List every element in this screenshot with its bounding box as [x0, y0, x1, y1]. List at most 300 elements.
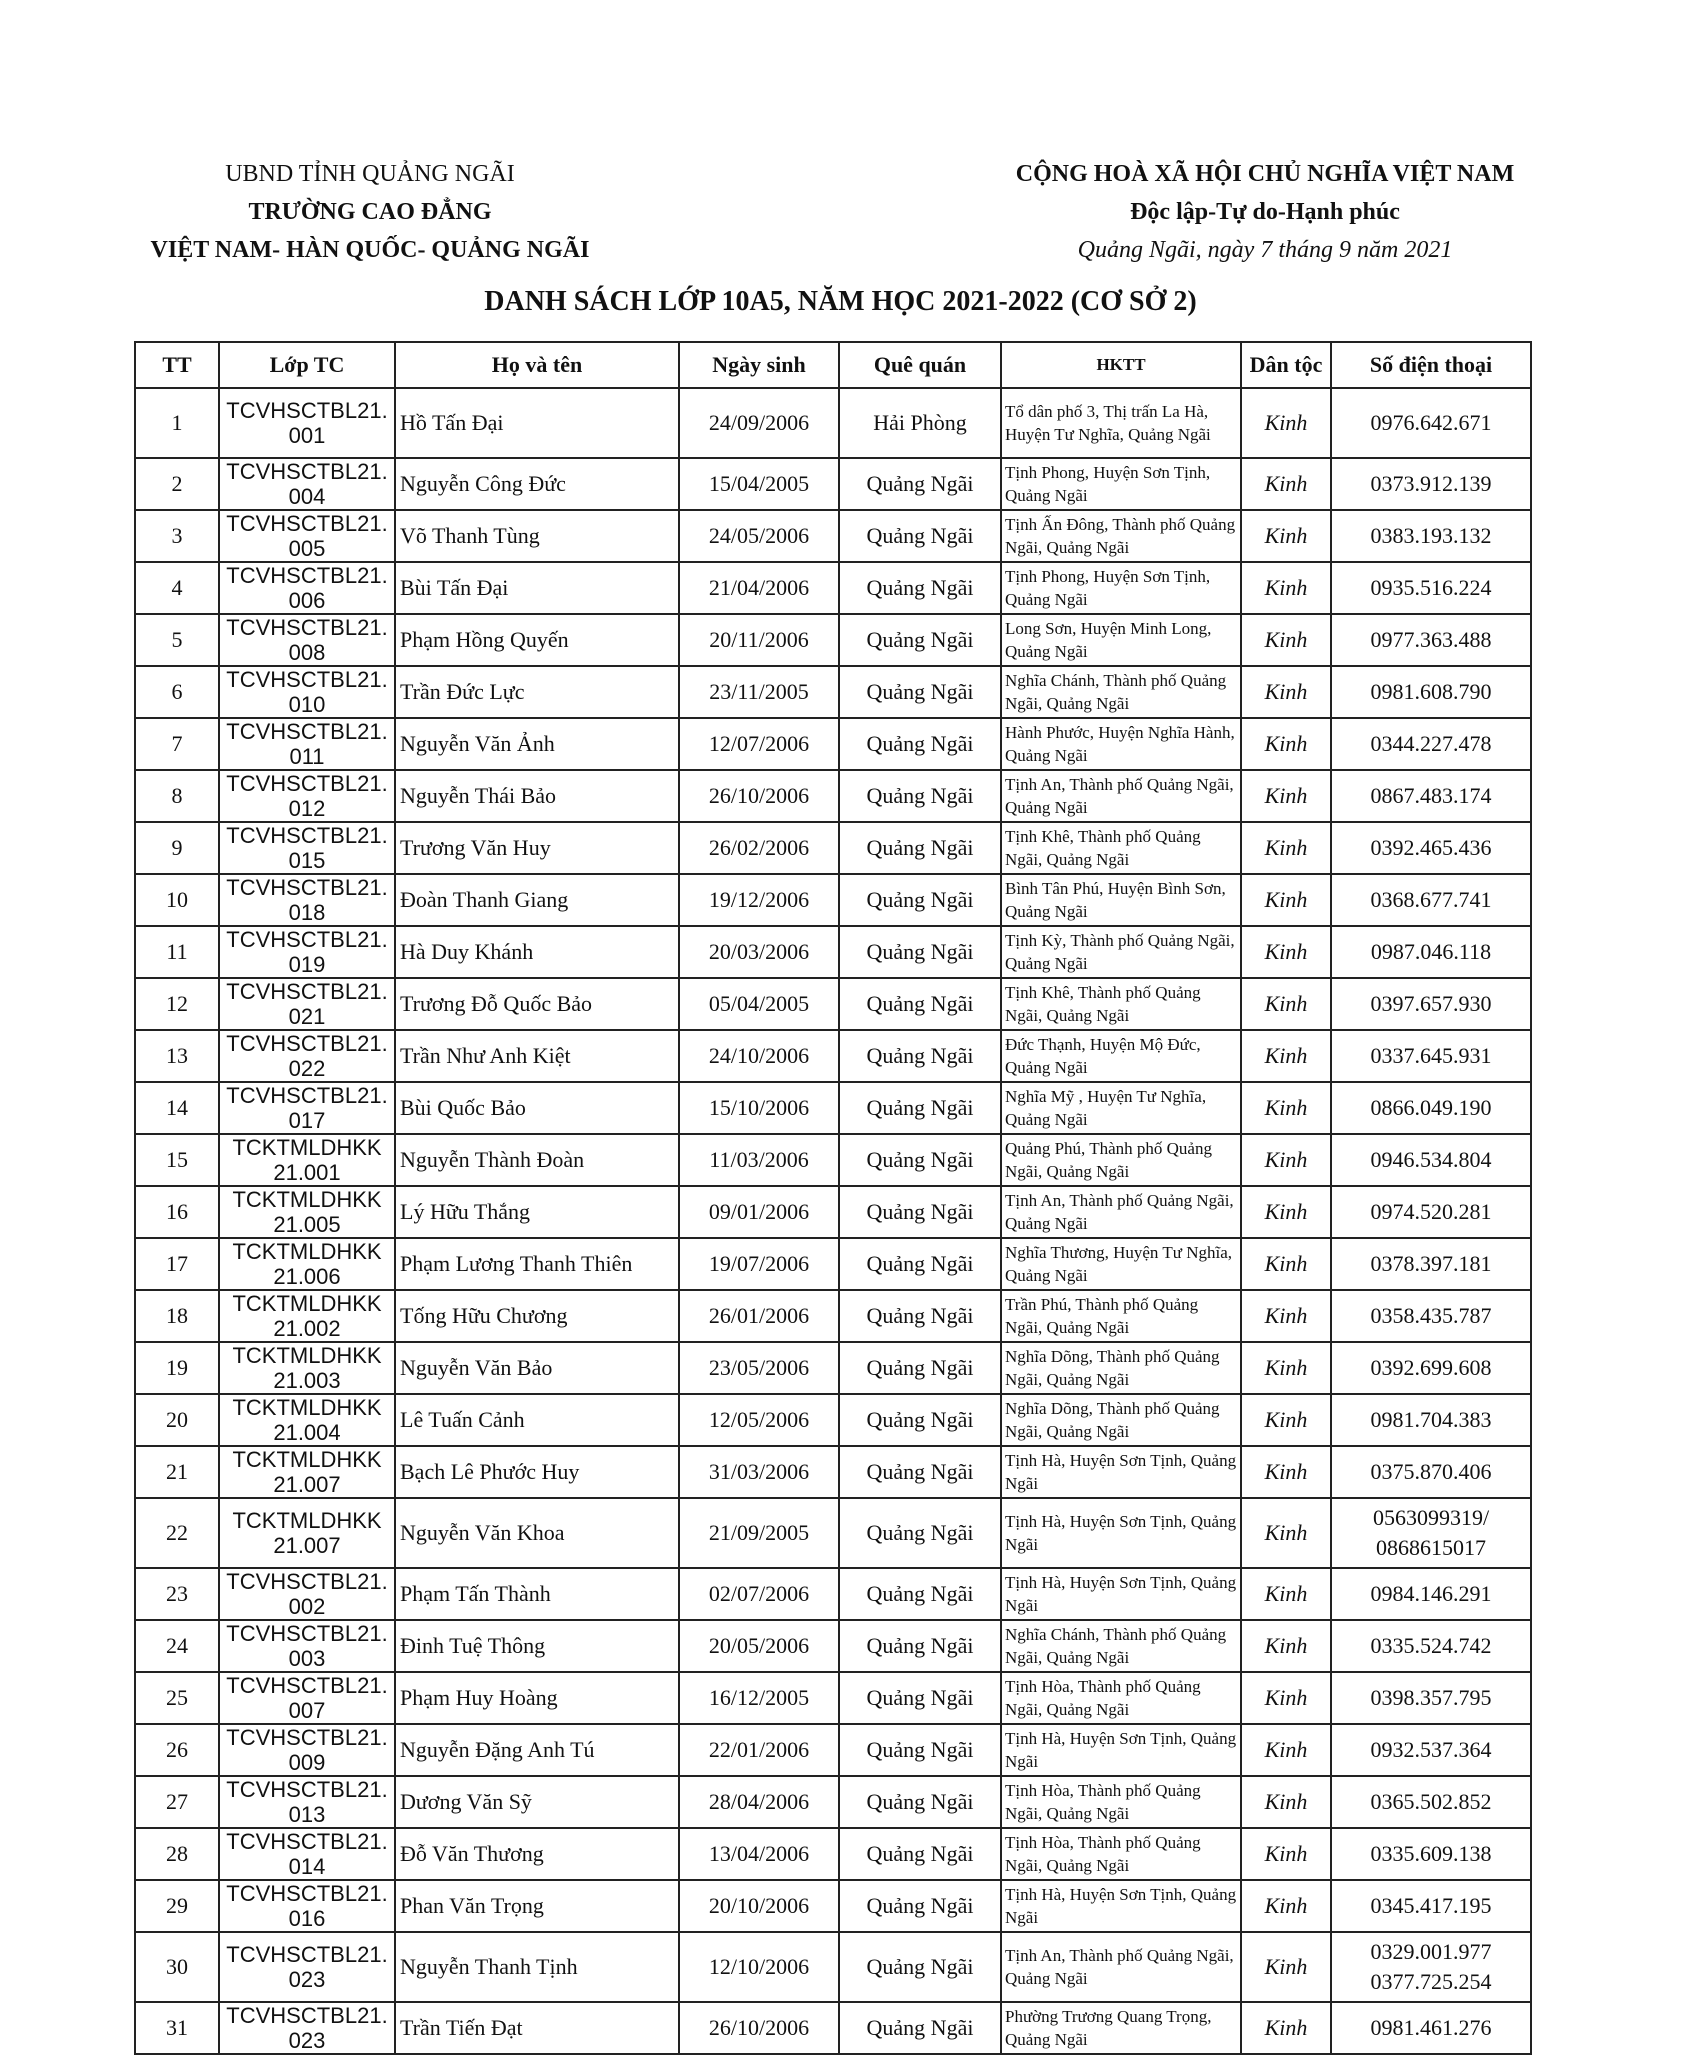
class-code-line2: 019 [288, 952, 326, 977]
table-row [135, 1880, 1531, 1932]
table-row [135, 1620, 1531, 1672]
class-code-line2: 003 [288, 1646, 326, 1671]
ethnicity: Kinh [1241, 874, 1331, 926]
phone-number [1331, 874, 1531, 926]
phone-number [1331, 1776, 1531, 1828]
phone-primary: 0345.417.195 [1370, 1893, 1492, 1918]
hometown: Quảng Ngãi [839, 1724, 1001, 1776]
class-code-line2: 21.003 [273, 1368, 341, 1393]
phone-number [1331, 1186, 1531, 1238]
phone-number [1331, 1498, 1531, 1568]
permanent-residence: Tịnh An, Thành phố Quảng Ngãi, Quảng Ngãi [1001, 770, 1241, 822]
student-name: Trần Đức Lực [395, 666, 679, 718]
ethnicity: Kinh [1241, 718, 1331, 770]
hometown: Quảng Ngãi [839, 510, 1001, 562]
hometown: Quảng Ngãi [839, 666, 1001, 718]
class-code-line2: 21.005 [273, 1212, 341, 1237]
class-code-line2: 022 [288, 1056, 326, 1081]
table-row [135, 874, 1531, 926]
ethnicity: Kinh [1241, 1620, 1331, 1672]
table-row [135, 978, 1531, 1030]
permanent-residence: Nghĩa Thương, Huyện Tư Nghĩa, Quảng Ngãi [1001, 1238, 1241, 1290]
birth-date: 24/09/2006 [679, 388, 839, 458]
class-code-line2: 023 [288, 2028, 326, 2053]
class-code-line1: TCKTMLDHKK [232, 1508, 382, 1533]
permanent-residence: Tịnh Kỳ, Thành phố Quảng Ngãi, Quảng Ngãi [1001, 926, 1241, 978]
phone-number [1331, 822, 1531, 874]
hometown: Quảng Ngãi [839, 1880, 1001, 1932]
class-code-line1: TCVHSCTBL21. [226, 1673, 388, 1698]
class-code-line1: TCVHSCTBL21. [226, 398, 388, 423]
phone-number [1331, 2002, 1531, 2054]
class-code [219, 458, 395, 510]
phone-number [1331, 388, 1531, 458]
agency-header [130, 155, 610, 269]
ethnicity: Kinh [1241, 770, 1331, 822]
student-name: Võ Thanh Tùng [395, 510, 679, 562]
table-row [135, 1290, 1531, 1342]
class-code-line1: TCVHSCTBL21. [226, 667, 388, 692]
place-date: Quảng Ngãi, ngày 7 tháng 9 năm 2021 [1077, 237, 1453, 263]
class-code-line1: TCKTMLDHKK [232, 1343, 382, 1368]
phone-primary: 0397.657.930 [1370, 991, 1492, 1016]
class-code [219, 822, 395, 874]
phone-number [1331, 1880, 1531, 1932]
hometown: Hải Phòng [839, 388, 1001, 458]
phone-number [1331, 1082, 1531, 1134]
student-name: Nguyễn Thái Bảo [395, 770, 679, 822]
permanent-residence: Tịnh Phong, Huyện Sơn Tịnh, Quảng Ngãi [1001, 562, 1241, 614]
class-code-line1: TCVHSCTBL21. [226, 1829, 388, 1854]
phone-primary: 0358.435.787 [1370, 1303, 1492, 1328]
table-header-row [135, 342, 1531, 388]
student-name: Trương Đỗ Quốc Bảo [395, 978, 679, 1030]
birth-date: 20/10/2006 [679, 1880, 839, 1932]
phone-number [1331, 1620, 1531, 1672]
birth-date: 24/05/2006 [679, 510, 839, 562]
birth-date: 21/04/2006 [679, 562, 839, 614]
class-code-line1: TCVHSCTBL21. [226, 2003, 388, 2028]
row-number: 13 [135, 1030, 219, 1082]
col-header-phone: Số điện thoại [1331, 342, 1531, 388]
class-code [219, 1828, 395, 1880]
phone-number [1331, 770, 1531, 822]
phone-primary: 0976.642.671 [1370, 410, 1492, 435]
phone-number [1331, 1030, 1531, 1082]
hometown: Quảng Ngãi [839, 874, 1001, 926]
permanent-residence: Tịnh Khê, Thành phố Quảng Ngãi, Quảng Ngãi [1001, 978, 1241, 1030]
table-row [135, 1186, 1531, 1238]
permanent-residence: Quảng Phú, Thành phố Quảng Ngãi, Quảng Ngãi [1001, 1134, 1241, 1186]
phone-number [1331, 718, 1531, 770]
class-code-line1: TCVHSCTBL21. [226, 1621, 388, 1646]
class-code [219, 562, 395, 614]
hometown: Quảng Ngãi [839, 1030, 1001, 1082]
col-header-name: Họ và tên [395, 342, 679, 388]
col-header-ethnicity: Dân tộc [1241, 342, 1331, 388]
permanent-residence: Long Sơn, Huyện Minh Long, Quảng Ngãi [1001, 614, 1241, 666]
phone-number [1331, 1446, 1531, 1498]
birth-date: 20/11/2006 [679, 614, 839, 666]
class-code-line2: 21.001 [273, 1160, 341, 1185]
birth-date: 23/11/2005 [679, 666, 839, 718]
phone-primary: 0866.049.190 [1370, 1095, 1492, 1120]
class-code [219, 2002, 395, 2054]
class-code-line1: TCVHSCTBL21. [226, 979, 388, 1004]
student-name: Bùi Quốc Bảo [395, 1082, 679, 1134]
birth-date: 31/03/2006 [679, 1446, 839, 1498]
permanent-residence: Tịnh Hòa, Thành phố Quảng Ngãi, Quảng Ngãi [1001, 1828, 1241, 1880]
ethnicity: Kinh [1241, 926, 1331, 978]
row-number: 23 [135, 1568, 219, 1620]
class-code-line1: TCVHSCTBL21. [226, 615, 388, 640]
phone-number [1331, 1290, 1531, 1342]
class-code [219, 1672, 395, 1724]
birth-date: 20/03/2006 [679, 926, 839, 978]
class-code-line2: 016 [288, 1906, 326, 1931]
row-number: 18 [135, 1290, 219, 1342]
student-name: Trương Văn Huy [395, 822, 679, 874]
class-code-line1: TCVHSCTBL21. [226, 563, 388, 588]
student-name: Hồ Tấn Đại [395, 388, 679, 458]
hometown: Quảng Ngãi [839, 1082, 1001, 1134]
birth-date: 16/12/2005 [679, 1672, 839, 1724]
phone-primary: 0344.227.478 [1370, 731, 1492, 756]
phone-primary: 0563099319/ [1372, 1505, 1490, 1530]
class-code [219, 1238, 395, 1290]
permanent-residence: Tịnh Hà, Huyện Sơn Tịnh, Quảng Ngãi [1001, 1568, 1241, 1620]
permanent-residence: Tịnh Hà, Huyện Sơn Tịnh, Quảng Ngãi [1001, 1498, 1241, 1568]
student-name: Nguyễn Văn Khoa [395, 1498, 679, 1568]
student-name: Đỗ Văn Thương [395, 1828, 679, 1880]
class-code-line2: 008 [288, 640, 326, 665]
hometown: Quảng Ngãi [839, 718, 1001, 770]
student-name: Nguyễn Đặng Anh Tú [395, 1724, 679, 1776]
phone-primary: 0946.534.804 [1370, 1147, 1492, 1172]
permanent-residence: Hành Phước, Huyện Nghĩa Hành, Quảng Ngãi [1001, 718, 1241, 770]
class-code [219, 874, 395, 926]
table-row [135, 510, 1531, 562]
student-name: Lý Hữu Thắng [395, 1186, 679, 1238]
class-code-line1: TCVHSCTBL21. [226, 459, 388, 484]
phone-primary: 0867.483.174 [1370, 783, 1492, 808]
permanent-residence: Trần Phú, Thành phố Quảng Ngãi, Quảng Ngãi [1001, 1290, 1241, 1342]
permanent-residence: Tịnh Hà, Huyện Sơn Tịnh, Quảng Ngãi [1001, 1724, 1241, 1776]
table-row [135, 1828, 1531, 1880]
permanent-residence: Tịnh Phong, Huyện Sơn Tịnh, Quảng Ngãi [1001, 458, 1241, 510]
phone-number [1331, 1134, 1531, 1186]
phone-number [1331, 926, 1531, 978]
phone-number [1331, 1394, 1531, 1446]
birth-date: 02/07/2006 [679, 1568, 839, 1620]
table-row [135, 718, 1531, 770]
table-row [135, 1446, 1531, 1498]
birth-date: 26/01/2006 [679, 1290, 839, 1342]
phone-primary: 0365.502.852 [1370, 1789, 1492, 1814]
student-name: Bùi Tấn Đại [395, 562, 679, 614]
class-code-line1: TCVHSCTBL21. [226, 1725, 388, 1750]
permanent-residence: Tịnh Hà, Huyện Sơn Tịnh, Quảng Ngãi [1001, 1446, 1241, 1498]
class-code-line2: 011 [289, 744, 325, 769]
student-name: Phạm Lương Thanh Thiên [395, 1238, 679, 1290]
table-row [135, 1030, 1531, 1082]
class-code [219, 1568, 395, 1620]
ethnicity: Kinh [1241, 1498, 1331, 1568]
class-code-line1: TCKTMLDHKK [232, 1447, 382, 1472]
hometown: Quảng Ngãi [839, 1446, 1001, 1498]
class-code [219, 1342, 395, 1394]
ethnicity: Kinh [1241, 666, 1331, 718]
row-number: 1 [135, 388, 219, 458]
hometown: Quảng Ngãi [839, 926, 1001, 978]
class-code-line2: 001 [288, 423, 326, 448]
birth-date: 21/09/2005 [679, 1498, 839, 1568]
table-row [135, 822, 1531, 874]
row-number: 22 [135, 1498, 219, 1568]
hometown: Quảng Ngãi [839, 1498, 1001, 1568]
ethnicity: Kinh [1241, 1724, 1331, 1776]
class-code-line2: 21.002 [273, 1316, 341, 1341]
class-code-line2: 005 [288, 536, 326, 561]
row-number: 31 [135, 2002, 219, 2054]
birth-date: 20/05/2006 [679, 1620, 839, 1672]
table-row [135, 458, 1531, 510]
row-number: 16 [135, 1186, 219, 1238]
row-number: 21 [135, 1446, 219, 1498]
class-code-line2: 21.007 [273, 1533, 341, 1558]
permanent-residence: Nghĩa Chánh, Thành phố Quảng Ngãi, Quảng Ngãi [1001, 666, 1241, 718]
hometown: Quảng Ngãi [839, 1620, 1001, 1672]
phone-number [1331, 614, 1531, 666]
birth-date: 28/04/2006 [679, 1776, 839, 1828]
permanent-residence: Tịnh Hòa, Thành phố Quảng Ngãi, Quảng Ngãi [1001, 1776, 1241, 1828]
permanent-residence: Tịnh An, Thành phố Quảng Ngãi, Quảng Ngãi [1001, 1186, 1241, 1238]
class-code-line1: TCKTMLDHKK [232, 1395, 382, 1420]
class-code-line1: TCVHSCTBL21. [226, 1881, 388, 1906]
table-row [135, 1672, 1531, 1724]
birth-date: 12/10/2006 [679, 1932, 839, 2002]
ethnicity: Kinh [1241, 1030, 1331, 1082]
table-row [135, 1342, 1531, 1394]
national-motto: Độc lập-Tự do-Hạnh phúc [1130, 199, 1400, 225]
document-title: DANH SÁCH LỚP 10A5, NĂM HỌC 2021-2022 (CƠ SỞ 2) [484, 286, 1197, 317]
ethnicity: Kinh [1241, 1568, 1331, 1620]
national-header [985, 155, 1545, 269]
permanent-residence: Đức Thạnh, Huyện Mộ Đức, Quảng Ngãi [1001, 1030, 1241, 1082]
birth-date: 13/04/2006 [679, 1828, 839, 1880]
ethnicity: Kinh [1241, 1134, 1331, 1186]
class-code-line2: 007 [288, 1698, 326, 1723]
class-code-line1: TCVHSCTBL21. [226, 875, 388, 900]
phone-primary: 0383.193.132 [1370, 523, 1492, 548]
hometown: Quảng Ngãi [839, 1932, 1001, 2002]
class-code-line2: 21.006 [273, 1264, 341, 1289]
ethnicity: Kinh [1241, 1394, 1331, 1446]
phone-number [1331, 1238, 1531, 1290]
birth-date: 12/07/2006 [679, 718, 839, 770]
class-code [219, 926, 395, 978]
row-number: 7 [135, 718, 219, 770]
table-row [135, 1394, 1531, 1446]
class-code-line2: 21.007 [273, 1472, 341, 1497]
ethnicity: Kinh [1241, 1880, 1331, 1932]
table-row [135, 1498, 1531, 1568]
student-name: Hà Duy Khánh [395, 926, 679, 978]
class-code-line1: TCVHSCTBL21. [226, 771, 388, 796]
table-row [135, 1932, 1531, 2002]
hometown: Quảng Ngãi [839, 1290, 1001, 1342]
phone-primary: 0398.357.795 [1370, 1685, 1492, 1710]
row-number: 6 [135, 666, 219, 718]
permanent-residence: Tịnh Khê, Thành phố Quảng Ngãi, Quảng Ngãi [1001, 822, 1241, 874]
class-code [219, 1620, 395, 1672]
permanent-residence: Nghĩa Mỹ , Huyện Tư Nghĩa, Quảng Ngãi [1001, 1082, 1241, 1134]
hometown: Quảng Ngãi [839, 1134, 1001, 1186]
hometown: Quảng Ngãi [839, 1186, 1001, 1238]
table-row [135, 926, 1531, 978]
student-name: Đinh Tuệ Thông [395, 1620, 679, 1672]
row-number: 26 [135, 1724, 219, 1776]
class-code-line1: TCVHSCTBL21. [226, 823, 388, 848]
class-code-line2: 010 [288, 692, 326, 717]
hometown: Quảng Ngãi [839, 978, 1001, 1030]
birth-date: 22/01/2006 [679, 1724, 839, 1776]
phone-primary: 0987.046.118 [1370, 939, 1492, 964]
col-header-dob: Ngày sinh [679, 342, 839, 388]
hometown: Quảng Ngãi [839, 1776, 1001, 1828]
row-number: 24 [135, 1620, 219, 1672]
student-name: Phan Văn Trọng [395, 1880, 679, 1932]
ethnicity: Kinh [1241, 1932, 1331, 2002]
phone-number [1331, 510, 1531, 562]
birth-date: 12/05/2006 [679, 1394, 839, 1446]
class-code-line2: 012 [288, 796, 326, 821]
student-name: Đoàn Thanh Giang [395, 874, 679, 926]
class-code [219, 1880, 395, 1932]
class-code [219, 1724, 395, 1776]
class-code-line2: 014 [288, 1854, 326, 1879]
permanent-residence: Tịnh An, Thành phố Quảng Ngãi, Quảng Ngãi [1001, 1932, 1241, 2002]
student-name: Trần Như Anh Kiệt [395, 1030, 679, 1082]
birth-date: 19/07/2006 [679, 1238, 839, 1290]
table-row [135, 1134, 1531, 1186]
hometown: Quảng Ngãi [839, 458, 1001, 510]
col-header-tt: TT [135, 342, 219, 388]
hometown: Quảng Ngãi [839, 1342, 1001, 1394]
permanent-residence: Tịnh Hà, Huyện Sơn Tịnh, Quảng Ngãi [1001, 1880, 1241, 1932]
student-name: Nguyễn Văn Ảnh [395, 718, 679, 770]
phone-primary: 0981.461.276 [1370, 2015, 1492, 2040]
permanent-residence: Nghĩa Dõng, Thành phố Quảng Ngãi, Quảng Ngãi [1001, 1342, 1241, 1394]
row-number: 11 [135, 926, 219, 978]
phone-primary: 0981.704.383 [1370, 1407, 1492, 1432]
permanent-residence: Tịnh Hòa, Thành phố Quảng Ngãi, Quảng Ngãi [1001, 1672, 1241, 1724]
class-code [219, 1776, 395, 1828]
class-code-line2: 023 [288, 1967, 326, 1992]
ethnicity: Kinh [1241, 562, 1331, 614]
table-row [135, 1724, 1531, 1776]
class-code-line2: 004 [288, 484, 326, 509]
student-name: Phạm Tấn Thành [395, 1568, 679, 1620]
hometown: Quảng Ngãi [839, 1672, 1001, 1724]
table-row [135, 1776, 1531, 1828]
hometown: Quảng Ngãi [839, 822, 1001, 874]
class-code-line1: TCVHSCTBL21. [226, 511, 388, 536]
class-code [219, 614, 395, 666]
student-name: Bạch Lê Phước Huy [395, 1446, 679, 1498]
hometown: Quảng Ngãi [839, 770, 1001, 822]
class-code-line2: 015 [288, 848, 326, 873]
row-number: 12 [135, 978, 219, 1030]
class-code-line1: TCKTMLDHKK [232, 1187, 382, 1212]
national-title: CỘNG HOÀ XÃ HỘI CHỦ NGHĨA VIỆT NAM [1015, 161, 1515, 187]
phone-primary: 0378.397.181 [1370, 1251, 1492, 1276]
phone-primary: 0375.870.406 [1370, 1459, 1492, 1484]
class-code-line1: TCVHSCTBL21. [226, 1942, 388, 1967]
phone-number [1331, 562, 1531, 614]
hometown: Quảng Ngãi [839, 1828, 1001, 1880]
phone-number [1331, 978, 1531, 1030]
ethnicity: Kinh [1241, 2002, 1331, 2054]
hometown: Quảng Ngãi [839, 1238, 1001, 1290]
row-number: 9 [135, 822, 219, 874]
student-name: Dương Văn Sỹ [395, 1776, 679, 1828]
class-code-line2: 021 [288, 1004, 326, 1029]
table-row [135, 666, 1531, 718]
table-row [135, 1082, 1531, 1134]
birth-date: 26/10/2006 [679, 2002, 839, 2054]
permanent-residence: Bình Tân Phú, Huyện Bình Sơn, Quảng Ngãi [1001, 874, 1241, 926]
ethnicity: Kinh [1241, 510, 1331, 562]
hometown: Quảng Ngãi [839, 1568, 1001, 1620]
student-name: Phạm Huy Hoàng [395, 1672, 679, 1724]
class-code [219, 510, 395, 562]
row-number: 4 [135, 562, 219, 614]
class-code-line2: 017 [288, 1108, 326, 1133]
phone-primary: 0392.465.436 [1370, 835, 1492, 860]
class-code-line1: TCVHSCTBL21. [226, 927, 388, 952]
phone-secondary: 0377.725.254 [1370, 1969, 1492, 1994]
phone-primary: 0977.363.488 [1370, 627, 1492, 652]
class-code-line1: TCVHSCTBL21. [226, 1777, 388, 1802]
student-name: Nguyễn Văn Bảo [395, 1342, 679, 1394]
ethnicity: Kinh [1241, 1238, 1331, 1290]
student-name: Tống Hữu Chương [395, 1290, 679, 1342]
row-number: 17 [135, 1238, 219, 1290]
class-code [219, 1446, 395, 1498]
permanent-residence: Nghĩa Dõng, Thành phố Quảng Ngãi, Quảng Ngãi [1001, 1394, 1241, 1446]
ethnicity: Kinh [1241, 388, 1331, 458]
ethnicity: Kinh [1241, 1828, 1331, 1880]
class-code-line1: TCVHSCTBL21. [226, 1569, 388, 1594]
phone-primary: 0329.001.977 [1370, 1939, 1492, 1964]
table-row [135, 614, 1531, 666]
row-number: 29 [135, 1880, 219, 1932]
student-name: Trần Tiến Đạt [395, 2002, 679, 2054]
student-name: Lê Tuấn Cảnh [395, 1394, 679, 1446]
table-row [135, 388, 1531, 458]
hometown: Quảng Ngãi [839, 1394, 1001, 1446]
class-code [219, 978, 395, 1030]
phone-primary: 0392.699.608 [1370, 1355, 1492, 1380]
class-code [219, 1290, 395, 1342]
permanent-residence: Tổ dân phố 3, Thị trấn La Hà, Huyện Tư Nghĩa, Quảng Ngãi [1001, 388, 1241, 458]
ethnicity: Kinh [1241, 1446, 1331, 1498]
class-code [219, 718, 395, 770]
hometown: Quảng Ngãi [839, 562, 1001, 614]
table-row [135, 1238, 1531, 1290]
class-code-line2: 002 [288, 1594, 326, 1619]
